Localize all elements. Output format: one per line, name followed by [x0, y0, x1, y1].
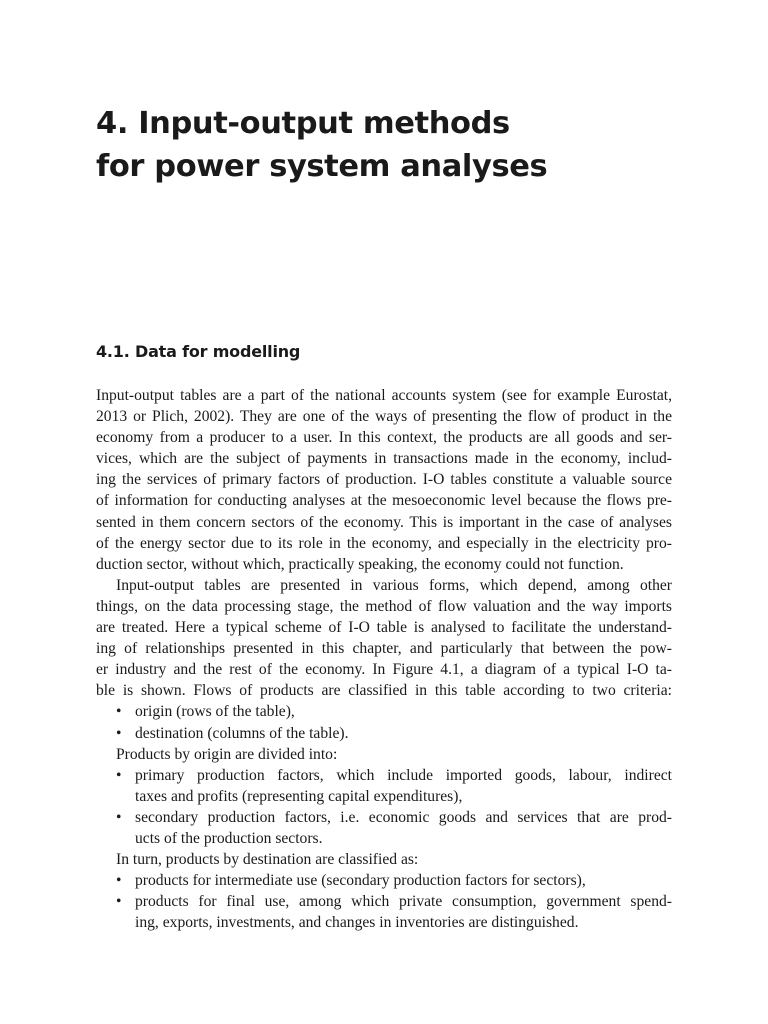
text-line: of the energy sector due to its role in the economy, and especially in the electricity pro- [96, 534, 672, 552]
bullet-item-continuation: taxes and profits (representing capital expenditures), [135, 787, 463, 805]
bullet-item: • primary production factors, which include imported goods, labour, indirect [96, 765, 672, 786]
text-line: 2013 or Plich, 2002). They are one of the ways of presenting the flow of product in the [96, 408, 672, 426]
text-line: economy from a producer to a user. In this context, the products are all goods and ser- [96, 429, 672, 447]
text-line: duction sector, without which, practically speaking, the economy could not function. [96, 555, 624, 573]
text-line: Input-output tables are presented in various forms, which depend, among other [116, 576, 672, 594]
text-line: of information for conducting analyses at the mesoeconomic level because the flows pre- [96, 492, 672, 510]
text-line: vices, which are the subject of payments in transactions made in the economy, includ- [96, 450, 672, 468]
bullet-item: • destination (columns of the table). [96, 723, 672, 744]
text-line: In turn, products by destination are classified as: [116, 851, 419, 869]
bullet-item-continuation: ing, exports, investments, and changes in inventories are distinguished. [135, 914, 579, 932]
text-line: ing the services of primary factors of production. I-O tables constitute a valuable source [96, 471, 672, 489]
text-line: ing of relationships presented in this chapter, and particularly that between the pow- [96, 640, 672, 658]
text-line: are treated. Here a typical scheme of I-O table is analysed to facilitate the understand- [96, 619, 672, 637]
text-line: sented in them concern sectors of the economy. This is important in the case of analyses [96, 513, 672, 531]
bullet-item-continuation: ucts of the production sectors. [135, 829, 323, 847]
text-line: Input-output tables are a part of the national accounts system (see for example Eurostat, [96, 387, 672, 404]
text-line: er industry and the rest of the economy. In Figure 4.1, a diagram of a typical I-O ta- [96, 661, 672, 679]
text-line: ble is shown. Flows of products are classified in this table according to two criteria: [96, 682, 672, 700]
text-line: Products by origin are divided into: [116, 745, 338, 763]
bullet-item: • products for intermediate use (secondary production factors for sectors), [96, 870, 672, 891]
body-text [96, 385, 672, 933]
chapter-title [96, 102, 672, 188]
chapter-title-line: 4. Input-output methods [96, 106, 510, 141]
section-title: 4.1. Data for modelling [96, 342, 301, 361]
bullet-item: • secondary production factors, i.e. economic goods and services that are prod- [96, 807, 672, 828]
text-line: things, on the data processing stage, the method of flow valuation and the way imports [96, 597, 672, 615]
chapter-title-line: for power system analyses [96, 149, 548, 184]
bullet-item: • products for final use, among which private consumption, government spend- [96, 891, 672, 912]
bullet-item: • origin (rows of the table), [96, 701, 672, 722]
